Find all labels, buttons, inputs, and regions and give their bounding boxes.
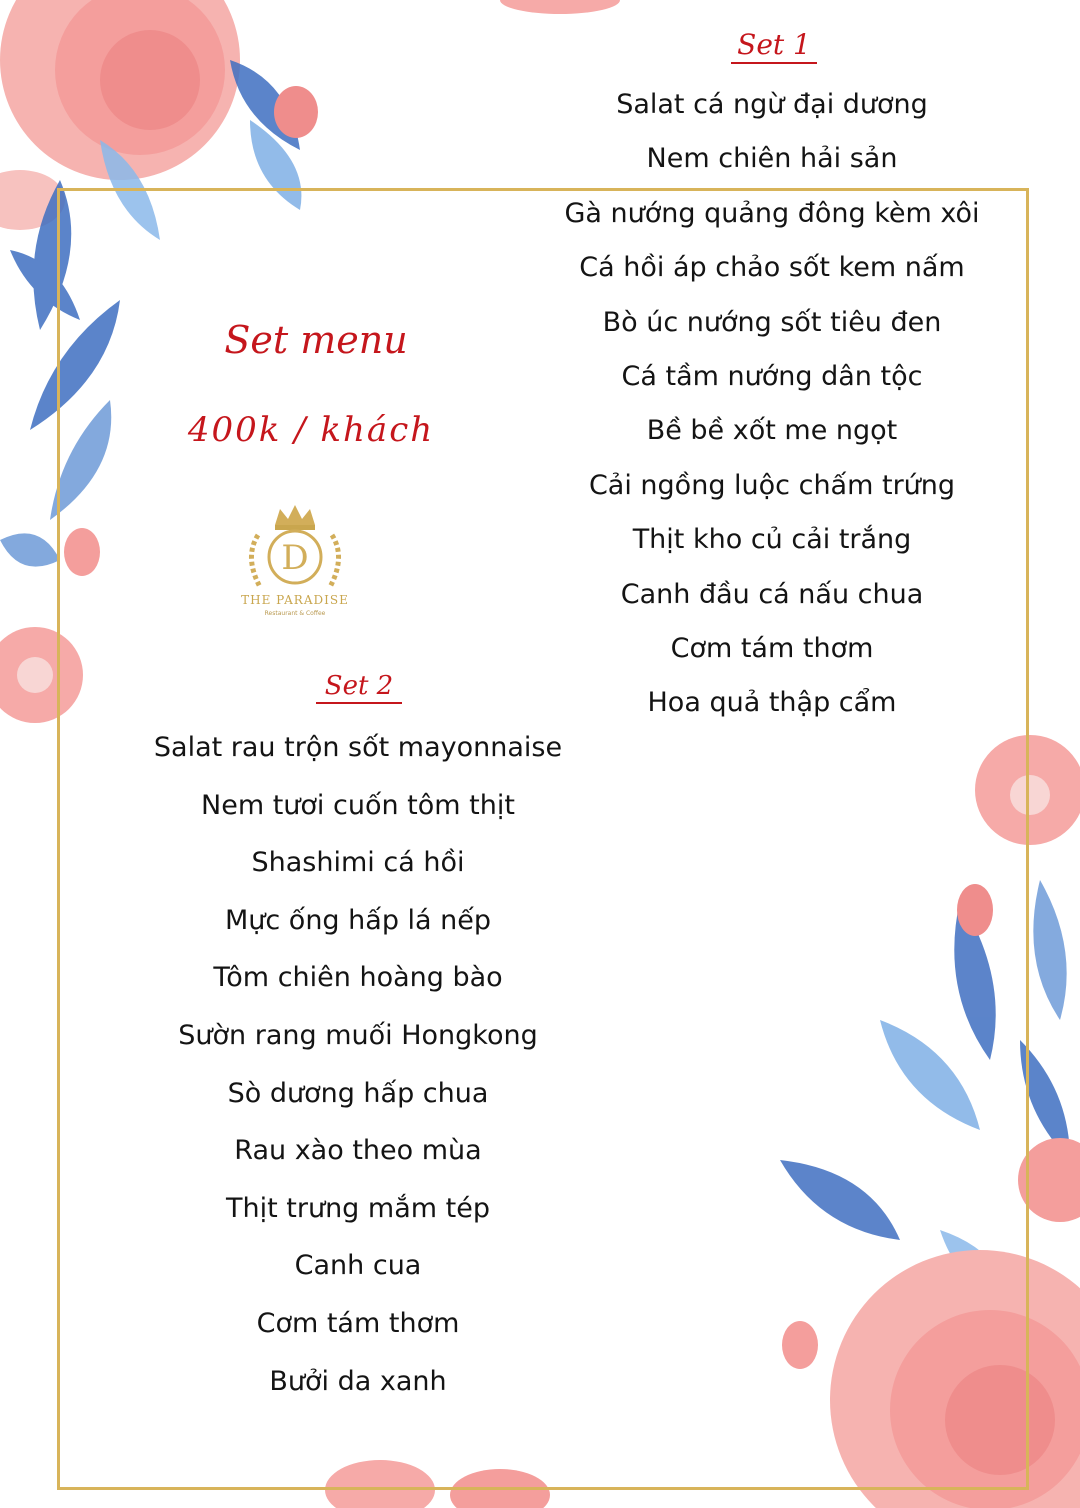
menu-price: 400k / khách	[187, 410, 435, 450]
list-item: Sò dương hấp chua	[227, 1077, 489, 1109]
list-item: Bò úc nướng sốt tiêu đen	[602, 306, 942, 338]
list-item: Tôm chiên hoàng bào	[213, 962, 503, 994]
list-item: Bưởi da xanh	[269, 1365, 447, 1397]
list-item: Shashimi cá hồi	[251, 847, 465, 879]
list-item: Salat rau trộn sốt mayonnaise	[153, 732, 563, 763]
menu-title: Set menu	[224, 318, 408, 362]
set1-list	[560, 78, 984, 731]
list-item: Gà nướng quảng đông kèm xôi	[564, 197, 980, 229]
set2-list	[148, 719, 568, 1410]
crown-logo-icon	[220, 495, 370, 595]
list-item: Nem chiên hải sản	[646, 143, 898, 175]
set1-heading: Set 1	[731, 28, 817, 64]
list-item: Cải ngồng luộc chấm trứng	[588, 469, 956, 501]
list-item: Cơm tám thơm	[670, 632, 874, 664]
list-item: Salat cá ngừ đại dương	[616, 89, 928, 120]
set2-heading: Set 2	[316, 670, 402, 704]
list-item: Thịt trưng mắm tép	[226, 1192, 490, 1224]
list-item: Cơm tám thơm	[256, 1307, 460, 1339]
list-item: Cá tầm nướng dân tộc	[621, 360, 923, 392]
logo-name: THE PARADISE	[241, 593, 349, 607]
list-item: Canh cua	[294, 1250, 422, 1282]
list-item: Canh đầu cá nấu chua	[620, 578, 924, 610]
list-item: Hoa quả thập cẩm	[647, 687, 897, 719]
list-item: Nem tươi cuốn tôm thịt	[201, 789, 515, 821]
list-item: Mực ống hấp lá nếp	[224, 904, 492, 936]
svg-text:D: D	[281, 538, 309, 578]
list-item: Rau xào theo mùa	[234, 1135, 482, 1167]
logo-subtitle: Restaurant & Coffee	[264, 610, 326, 617]
restaurant-logo	[220, 495, 370, 625]
list-item: Bề bề xốt me ngọt	[646, 415, 898, 447]
list-item: Sườn rang muối Hongkong	[178, 1019, 538, 1051]
list-item: Thịt kho củ cải trắng	[632, 524, 912, 556]
list-item: Cá hồi áp chảo sốt kem nấm	[579, 252, 965, 284]
